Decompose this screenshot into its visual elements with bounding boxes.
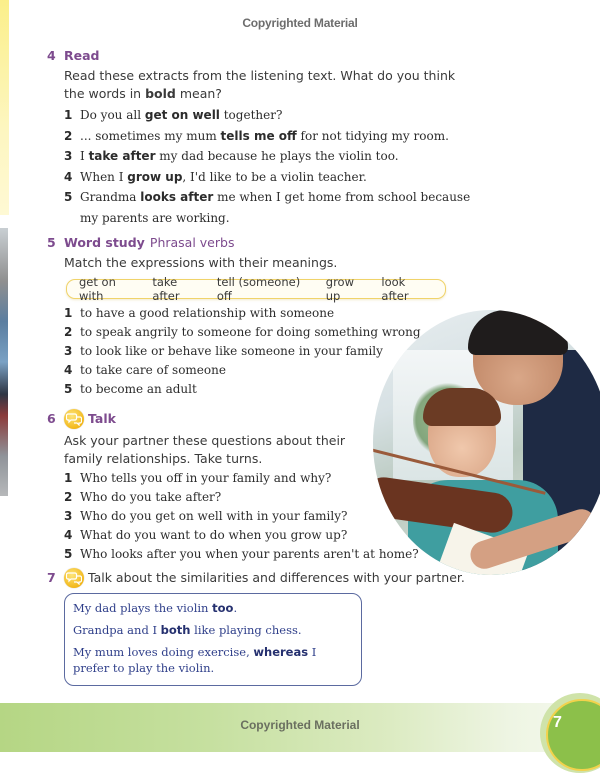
word-box-item: grow up — [325, 275, 354, 303]
question-list — [64, 469, 419, 564]
word-box-item: tell (someone) off — [216, 275, 301, 303]
footer-band — [0, 703, 600, 752]
meaning-list — [64, 304, 421, 399]
extract-list — [64, 105, 470, 228]
talk-speech-bubbles-icon — [64, 409, 84, 429]
list-item: 3 I take after my dad because he plays the violin too. — [64, 149, 399, 163]
exercise-instruction: Ask your partner these questions about their family relationships. Take turns. — [64, 433, 346, 466]
list-item: 3 to look like or behave like someone in your family — [64, 344, 383, 358]
list-item: 4 When I grow up, I'd like to be a violin teacher. — [64, 169, 367, 184]
example-sentence: My dad plays the violin too. — [73, 601, 238, 615]
example-sentence: Grandpa and I both like playing chess. — [73, 623, 302, 637]
list-item: 1 to have a good relationship with someone — [64, 306, 335, 320]
list-item: 2 ... sometimes my mum tells me off for not tidying my room. — [64, 128, 449, 143]
exercise-title: Word study — [64, 235, 145, 250]
list-item: 3 Who do you get on well with in your family? — [64, 509, 348, 523]
exercise-instruction: Talk about the similarities and differences with your partner. — [88, 570, 465, 585]
exercise-number: 5 — [47, 235, 56, 250]
list-item: 5 Who looks after you when your parents aren't at home? — [64, 547, 419, 561]
list-item: 4 What do you want to do when you grow up? — [64, 528, 348, 542]
list-item: 1 Do you all get on well together? — [64, 108, 283, 122]
list-item: 2 to speak angrily to someone for doing something wrong — [64, 325, 421, 339]
word-box-item: look after — [381, 275, 409, 303]
header-copyright: Copyrighted Material — [242, 16, 358, 30]
exercise-instruction: Read these extracts from the listening text. What do you think the words in bold mean? — [64, 68, 456, 101]
list-item: 5 Grandma looks after me when I get home from school because my parents are working. — [64, 190, 471, 225]
exercise-number: 7 — [47, 570, 56, 585]
exercise-6 — [47, 407, 419, 564]
example-sentences-box — [64, 593, 362, 686]
page-number: 7 — [553, 714, 562, 731]
list-item: 2 Who do you take after? — [64, 490, 222, 504]
exercise-title: Talk — [88, 411, 116, 426]
exercise-7 — [47, 566, 465, 589]
exercise-title: Read — [64, 48, 100, 63]
exercise-number: 4 — [47, 48, 56, 63]
word-box-item: take after — [152, 275, 180, 303]
exercise-4 — [47, 46, 470, 228]
talk-speech-bubbles-icon — [64, 568, 84, 588]
list-item: 4 to take care of someone — [64, 363, 226, 377]
word-box-item: get on with — [79, 275, 116, 303]
word-box — [66, 275, 446, 303]
list-item: 5 to become an adult — [64, 382, 197, 396]
exercise-subtitle: Phrasal verbs — [149, 235, 235, 250]
exercise-number: 6 — [47, 411, 56, 426]
left-margin-yellow-bar — [0, 0, 9, 215]
list-item: 1 Who tells you off in your family and why? — [64, 471, 332, 485]
footer-copyright: Copyrighted Material — [240, 718, 360, 732]
exercise-instruction: Match the expressions with their meanings. — [64, 255, 338, 270]
exercise-5 — [47, 233, 337, 272]
example-sentence: My mum loves doing exercise, whereas I prefer to play the violin. — [73, 645, 317, 675]
left-margin-photo-strip — [0, 228, 8, 496]
